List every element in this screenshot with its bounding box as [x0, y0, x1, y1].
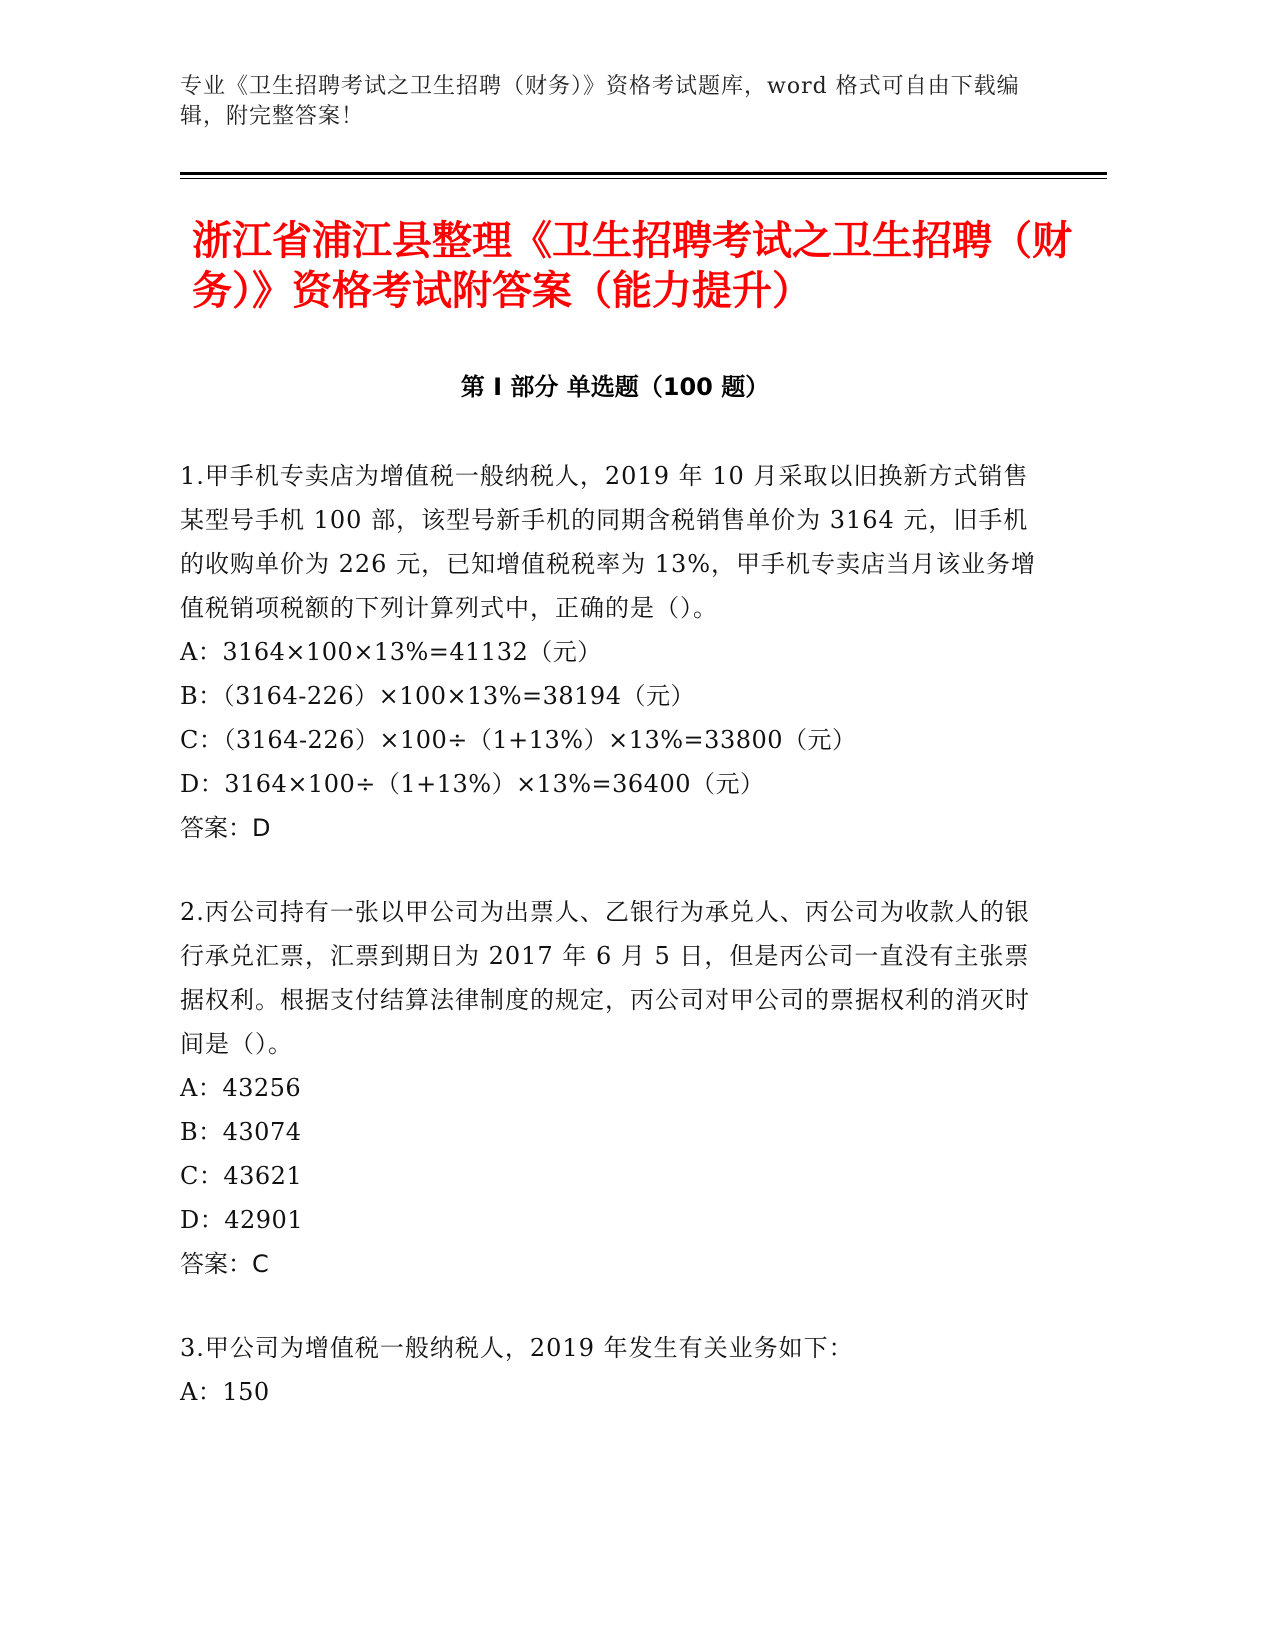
option-a: A：150: [180, 1378, 270, 1406]
option-b: B：43074: [180, 1118, 302, 1146]
question-2: [180, 890, 1040, 1286]
option-d: D：42901: [180, 1206, 304, 1234]
option-b: B：（3164-226）×100×13%=38194（元）: [180, 682, 695, 710]
question-3: [180, 1326, 1040, 1414]
option-a: A：43256: [180, 1074, 302, 1102]
header-divider-thick: [180, 172, 1107, 175]
option-d: D：3164×100÷（1+13%）×13%=36400（元）: [180, 770, 765, 798]
answer: 答案：C: [180, 1250, 269, 1278]
option-a: A：3164×100×13%=41132（元）: [180, 638, 602, 666]
question-stem: 2.丙公司持有一张以甲公司为出票人、乙银行为承兑人、丙公司为收款人的银行承兑汇票，汇票到期日为 2017 年 6 月 5 日，但是丙公司一直没有主张票据权利。根据支付结算法律制度的规定，丙公司对甲公司的票据权利的消灭时间是（）。: [180, 898, 1030, 1058]
question-1: [180, 454, 1040, 850]
section-heading: 第 I 部分 单选题（100 题）: [460, 373, 770, 401]
question-stem: 1.甲手机专卖店为增值税一般纳税人，2019 年 10 月采取以旧换新方式销售某型号手机 100 部，该型号新手机的同期含税销售单价为 3164 元，旧手机的收购单价为 226 元，已知增值税税率为 13%，甲手机专卖店当月该业务增值税销项税额的下列计算列式中，正确的是（）。: [180, 462, 1037, 622]
document-title: 浙江省浦江县整理《卫生招聘考试之卫生招聘（财务）》资格考试附答案（能力提升）: [192, 218, 1072, 314]
header-divider-thin: [180, 178, 1107, 179]
header-note: 专业《卫生招聘考试之卫生招聘（财务）》资格考试题库，word 格式可自由下载编辑，附完整答案！: [180, 74, 1020, 129]
answer: 答案：D: [180, 814, 271, 842]
option-c: C：43621: [180, 1162, 303, 1190]
question-stem: 3.甲公司为增值税一般纳税人，2019 年发生有关业务如下：: [180, 1334, 854, 1362]
option-c: C：（3164-226）×100÷（1+13%）×13%=33800（元）: [180, 726, 857, 754]
